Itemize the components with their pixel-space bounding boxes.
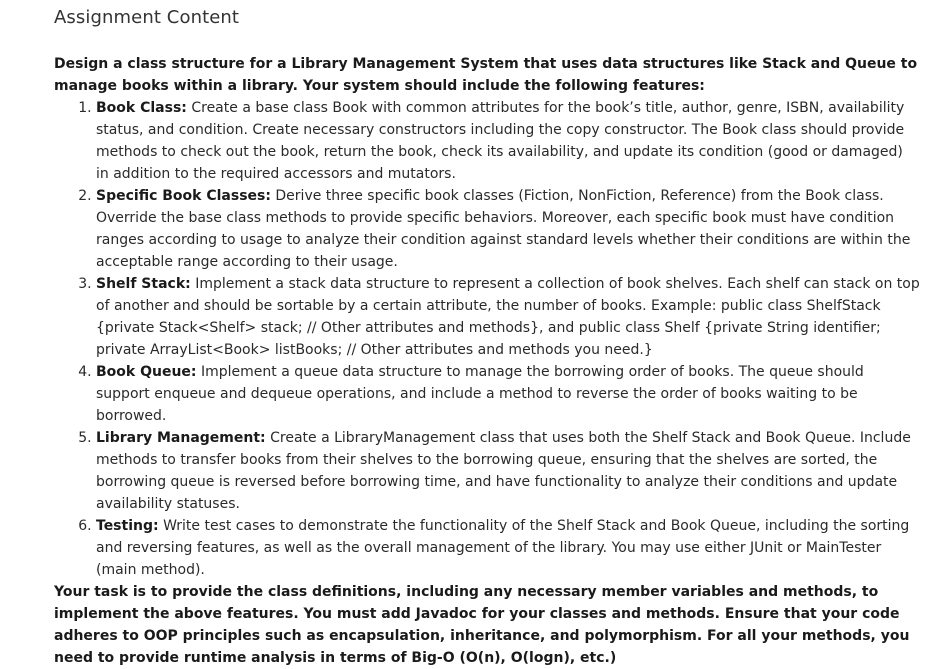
list-item-text: Write test cases to demonstrate the functionality of the Shelf Stack and Book Queue, including the sorting and reversing features, as well as the overall management of the library. You may use either JUnit or MainTester (main method). (96, 518, 910, 578)
list-item (96, 273, 920, 361)
list-item (96, 427, 920, 515)
assignment-intro: Design a class structure for a Library Management System that uses data structures like Stack and Queue to manage books within a library. Your system should include the following features: (54, 56, 918, 94)
list-item (96, 515, 920, 581)
list-item-text: Derive three specific book classes (Fiction, NonFiction, Reference) from the Book class. Override the base class methods to provide specific behaviors. Moreover, each specific book must have condition ranges according to usage to analyze their condition against standard levels whether their conditions are within the acceptable range according to their usage. (96, 188, 911, 270)
list-item-text: Create a LibraryManagement class that uses both the Shelf Stack and Book Queue. Include methods to transfer books from their shelves to the borrowing queue, ensuring that the shelves are sorted, the borrowing queue is reversed before borrowing time, and have functionality to analyze their conditions and update availability statuses. (96, 430, 911, 512)
list-item-title: Library Management: (96, 430, 266, 446)
list-item (96, 97, 920, 185)
feature-list (54, 97, 920, 581)
list-item-text: Implement a stack data structure to represent a collection of book shelves. Each shelf can stack on top of another and should be sortable by a certain attribute, the number of books. Example: public class ShelfStack {private Stack<Shelf> stack; // Other attributes and methods}, and public class Shelf {private String identifier; private ArrayList<Book> listBooks; // Other attributes and methods you need.} (96, 276, 920, 358)
list-item-title: Specific Book Classes: (96, 188, 271, 204)
assignment-content (54, 0, 920, 669)
list-item-title: Testing: (96, 518, 159, 534)
list-item-title: Book Queue: (96, 364, 197, 380)
list-item-text: Create a base class Book with common attributes for the book’s title, author, genre, ISBN, availability status, and condition. Create necessary constructors including the copy constructor. The Book class should provide methods to check out the book, return the book, check its availability, and update its condition (good or damaged) in addition to the required accessors and mutators. (96, 100, 905, 182)
assignment-task-summary: Your task is to provide the class definitions, including any necessary member variables and methods, to implement the above features. You must add Javadoc for your classes and methods. Ensure that your code adheres to OOP principles such as encapsulation, inheritance, and polymorphism. For all your methods, you need to provide runtime analysis in terms of Big-O (O(n), O(logn), etc.) (54, 584, 910, 666)
page-title: Assignment Content (54, 7, 240, 28)
list-item-title: Shelf Stack: (96, 276, 191, 292)
list-item-text: Implement a queue data structure to manage the borrowing order of books. The queue should support enqueue and dequeue operations, and include a method to reverse the order of books waiting to be borrowed. (96, 364, 864, 424)
list-item-title: Book Class: (96, 100, 187, 116)
list-item (96, 361, 920, 427)
list-item (96, 185, 920, 273)
